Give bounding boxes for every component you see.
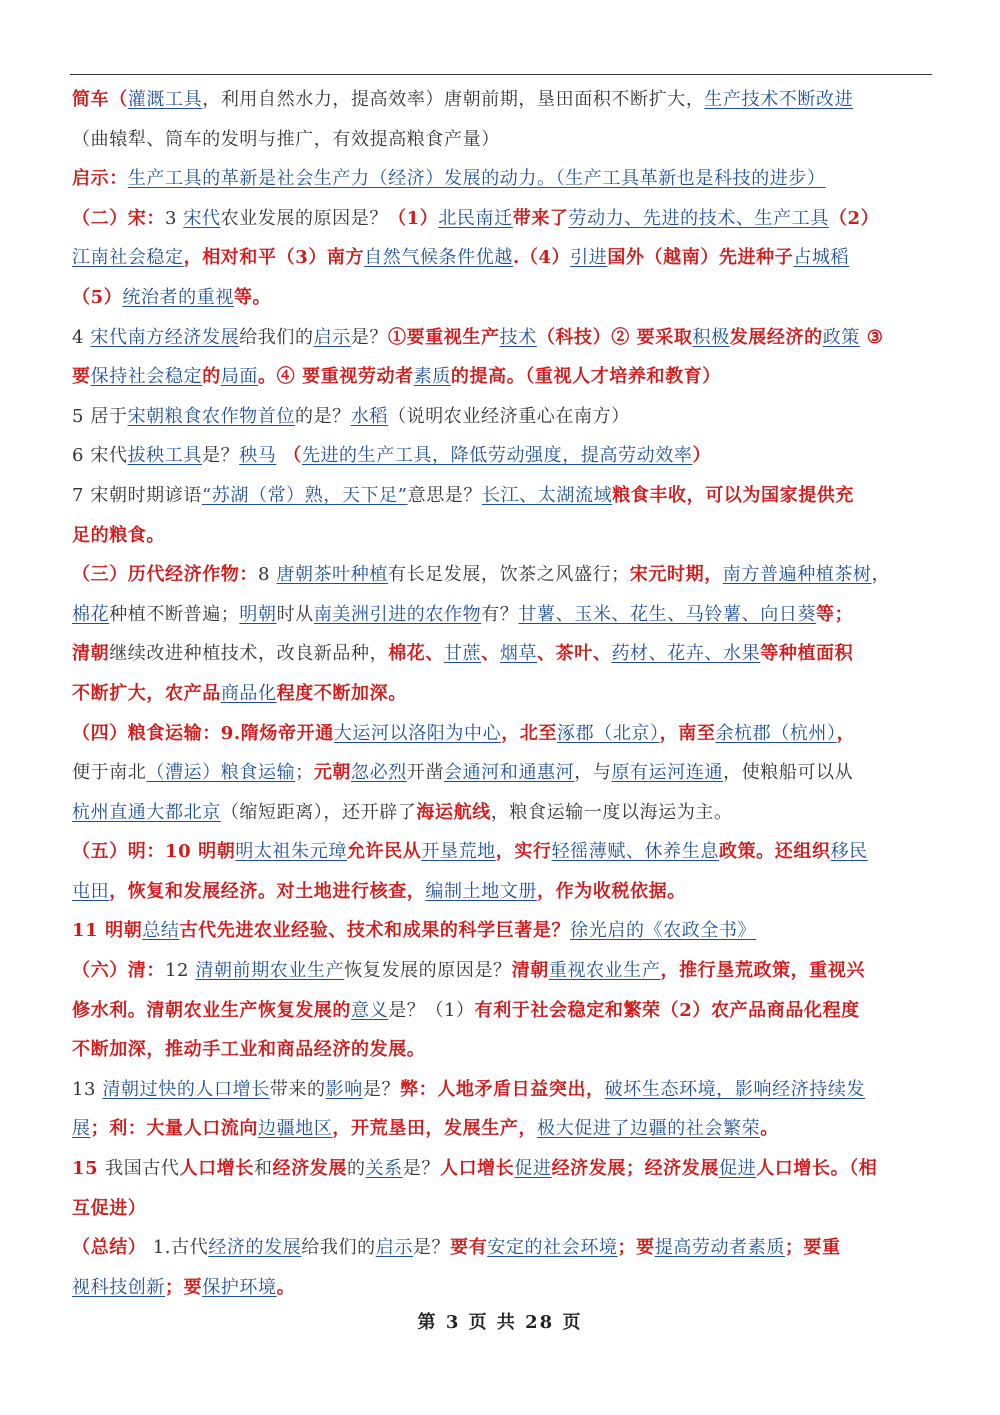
body-text: 有长足发展，饮茶之风盛行； [387,564,630,586]
body-text: 3 [165,207,184,229]
text-line [72,872,932,912]
underlined-key-phrase: 原有运河连通 [611,762,724,784]
underlined-key-phrase: 轻徭薄赋、休养生息 [551,841,719,863]
highlighted-text: 。 [760,1118,779,1140]
highlighted-text: 弊：人地矛盾日益突出， [400,1078,605,1100]
body-text: 我国古代 [105,1158,180,1180]
underlined-key-phrase: 素质 [413,366,451,388]
underlined-key-phrase: 甘蔗 [444,643,482,665]
highlighted-text: 互促进） [72,1197,147,1219]
highlighted-text: 修水利。清朝农业生产恢复发展的 [72,999,351,1021]
text-line [72,793,932,833]
underlined-key-phrase: （漕运）粮食运输 [146,762,296,784]
highlighted-text: （六）清： [72,960,165,982]
underlined-key-phrase: 总结 [142,920,180,942]
highlighted-text: 不断加深，推动手工业和商品经济的发展。 [72,1039,426,1061]
underlined-key-phrase: 视科技创新 [72,1276,165,1298]
underlined-key-phrase: 意义 [351,999,389,1021]
text-line [72,318,932,358]
body-text: 有？ [481,603,519,625]
underlined-key-phrase: 先进的生产工具，降低劳动强度，提高劳动效率 [301,445,693,467]
text-line [72,634,932,674]
body-text: 带来的 [269,1078,326,1100]
body-text: ，使粮船可以从 [723,762,854,784]
underlined-key-phrase: 关系 [365,1158,403,1180]
highlighted-text: ；要重 [784,1237,841,1259]
highlighted-text: 的提高。（重视人才培养和教育） [450,366,721,388]
highlighted-text: （科技）② 要采取 [536,326,693,348]
body-text: 是？ [402,1158,440,1180]
document-body [72,80,932,1307]
underlined-key-phrase: 技术 [499,326,537,348]
text-line [72,1030,932,1070]
underlined-key-phrase: 长江、太湖流域 [482,484,613,506]
highlighted-text: 经济发展 [272,1158,347,1180]
body-text: 是？ [350,326,388,348]
underlined-key-phrase: 秧马 [239,445,277,467]
highlighted-text: 等。 [233,286,272,308]
underlined-key-phrase: 烟草 [499,643,538,665]
text-line [72,1109,932,1149]
body-text: （说明农业经济重心在南方） [388,405,630,427]
highlighted-text: 的 [202,366,221,388]
highlighted-text: 要有 [450,1237,488,1259]
text-line [72,278,932,318]
underlined-key-phrase: 甘薯、玉米、花生、马铃薯、向日葵 [518,603,817,625]
underlined-key-phrase: 北民南迁 [438,207,513,229]
highlighted-text: 11 明朝 [72,920,143,942]
highlighted-text: 人口增长 [179,1158,254,1180]
body-text: 12 [165,960,196,982]
highlighted-text: 简车（ [72,89,128,110]
underlined-key-phrase: 促进 [514,1158,552,1180]
body-text: 是？ [412,1237,451,1259]
underlined-key-phrase: 经济的发展 [208,1237,302,1259]
underlined-key-phrase: 余杭郡（杭州） [715,722,837,744]
highlighted-text: 不断扩大，农产品 [72,682,221,704]
highlighted-text: ， [836,722,856,744]
body-text: 和 [253,1158,273,1180]
highlighted-text: 粮食丰收，可以为国家提供充 [612,484,855,506]
underlined-key-phrase: 劳动力、先进的技术、生产工具 [568,207,829,229]
underlined-key-phrase: 政策 [822,326,860,348]
body-text: 便于南北 [72,762,147,784]
underlined-key-phrase: 江南社会稳定 [72,247,184,269]
highlighted-text: 人口增长。（相 [756,1158,878,1180]
underlined-key-phrase: 引进 [570,247,608,269]
highlighted-text: （总结） [72,1237,147,1259]
highlighted-text: 政策。还组织 [718,841,831,863]
highlighted-text: （5） [72,286,123,308]
body-text: 13 [72,1078,103,1100]
underlined-key-phrase: 忽必烈 [351,762,407,784]
underlined-key-phrase: 明朝 [239,603,277,625]
underlined-key-phrase: 编制土地文册 [425,880,538,902]
highlighted-text: 允许民从 [346,841,422,863]
body-text: ； [295,762,314,784]
underlined-key-phrase: 促进 [718,1158,757,1180]
underlined-key-phrase: 提高劳动者素质 [654,1237,785,1259]
highlighted-text: 古代先进农业经验、技术和成果的科学巨著是？ [179,920,571,942]
underlined-key-phrase: 灌溉工具 [127,89,203,110]
body-text: ，利用自然水力，提高效率）唐朝前期，垦田面积不断扩大， [202,89,705,110]
underlined-key-phrase: 自然气候条件优越 [364,247,513,269]
text-line [72,555,932,595]
highlighted-text: ，北至 [501,722,558,744]
highlighted-text: 棉花、 [388,643,445,665]
body-text: ，粮食运输一度以海运为主。 [490,801,733,823]
highlighted-text: 经济发展；经济发展 [551,1158,719,1180]
underlined-key-phrase: 棉花 [72,603,110,625]
text-line [72,238,932,278]
body-text: 给我们的 [239,326,314,348]
highlighted-text: （二）宋： [72,207,165,229]
text-line [72,357,932,397]
highlighted-text: 程度不断加深。 [276,682,407,704]
text-line [72,753,932,793]
underlined-key-phrase: 清朝过快的人口增长 [102,1078,270,1100]
underlined-key-phrase: 展 [72,1118,91,1140]
highlighted-text: ，南至 [659,722,716,744]
highlighted-text: 元朝 [313,762,352,784]
highlighted-text: 海运航线 [416,801,491,823]
highlighted-text: （四）粮食运输：9.隋炀帝开通 [72,722,334,744]
highlighted-text: 、 [481,643,500,665]
highlighted-text: 足的粮食。 [72,524,165,546]
underlined-key-phrase: 宋代南方经济发展 [90,326,240,348]
underlined-key-phrase: 开垦荒地 [421,841,496,863]
text-line [72,714,932,754]
highlighted-text: 等； [816,603,854,625]
text-line [72,476,932,516]
underlined-key-phrase: 南美洲引进的农作物 [313,603,482,625]
highlighted-text: ，相对和平（3）南方 [183,247,365,269]
highlighted-text: 启示： [72,168,128,190]
header-rule [70,74,932,75]
text-line [72,80,932,120]
body-text: 4 [72,326,91,348]
underlined-key-phrase: 拔秧工具 [127,445,202,467]
body-text: 是？ [201,445,240,467]
underlined-key-phrase: 会通河和通惠河 [444,762,575,784]
body-text: （曲辕犁、筒车的发明与推广，有效提高粮食产量） [72,128,500,150]
underlined-key-phrase: 生产技术不断改进 [704,89,854,110]
underlined-key-phrase: 局面 [220,366,259,388]
underlined-key-phrase: 破坏生态环境，影响经济持续发 [604,1078,866,1100]
text-line [72,397,932,437]
text-line [72,595,932,635]
body-text: 继续改进种植技术，改良新品种， [109,643,389,665]
highlighted-text: ，实行 [495,841,552,863]
highlighted-text: ，推行垦荒政策，重视兴 [660,960,866,982]
body-text: 6 宋代 [72,445,128,467]
body-text: ， [871,564,891,586]
text-line [72,991,932,1031]
highlighted-text: 发展经济的 [729,326,823,348]
highlighted-text: .（4） [512,247,571,269]
highlighted-text: 宋元时期， [629,564,723,586]
text-line [72,120,932,160]
text-line [72,199,932,239]
text-line [72,911,932,951]
body-text: 是？ [362,1078,401,1100]
body-text: 开凿 [406,762,445,784]
text-line [72,674,932,714]
underlined-key-phrase: 药材、花卉、水果 [611,643,761,665]
highlighted-text: （三）历代经济作物： [72,564,258,586]
text-line [72,1070,932,1110]
underlined-key-phrase: 杭州直通大都北京 [72,801,221,823]
highlighted-text: ③ [859,326,884,348]
underlined-key-phrase: 涿郡（北京） [557,722,660,744]
highlighted-text: 带来了 [512,207,569,229]
underlined-key-phrase: 保持社会稳定 [90,366,203,388]
body-text: 是？（1） [388,999,475,1021]
body-text: 7 宋朝时期谚语 [72,484,202,506]
highlighted-text: 、茶叶、 [537,643,612,665]
text-line [72,1189,932,1229]
highlighted-text: ；要 [165,1276,203,1298]
underlined-key-phrase: 明太祖朱元璋 [235,841,347,863]
text-line [72,1149,932,1189]
underlined-key-phrase: 清朝前期农业生产 [195,960,345,982]
underlined-key-phrase: 大运河以洛阳为中心 [333,722,502,744]
highlighted-text: （ [276,445,302,467]
body-text: 的是？ [294,405,351,427]
body-text: 恢复发展的原因是？ [344,960,512,982]
text-line [72,951,932,991]
text-line [72,832,932,872]
underlined-key-phrase: 边疆地区 [258,1118,333,1140]
highlighted-text: ） [692,445,712,467]
body-text: 给我们的 [301,1237,376,1259]
text-line [72,159,932,199]
highlighted-text: 要 [72,366,91,388]
text-line [72,1268,932,1308]
underlined-key-phrase: 宋代 [183,207,221,229]
highlighted-text: ，开荒垦田，发展生产， [332,1118,538,1140]
body-text: 8 [258,564,277,586]
body-text: 5 居于 [72,405,128,427]
body-text: 1.古代 [146,1237,209,1259]
underlined-key-phrase: 保护环境 [202,1276,277,1298]
highlighted-text: 国外（越南）先进种子 [607,247,794,269]
underlined-key-phrase: 屯田 [72,880,110,902]
underlined-key-phrase: 生产工具的革新是社会生产力（经济）发展的动力。（生产工具革新也是科技的进步） [127,168,826,190]
underlined-key-phrase: 重视农业生产 [548,960,661,982]
text-line [72,516,932,556]
underlined-key-phrase: 徐光启的《农政全书》 [570,920,757,942]
underlined-key-phrase: 启示 [313,326,351,348]
highlighted-text: 有利于社会稳定和繁荣（2）农产品商品化程度 [474,999,860,1021]
body-text: 种植不断普遍； [109,603,240,625]
highlighted-text: ，恢复和发展经济。对土地进行核查， [109,880,426,902]
underlined-key-phrase: 安定的社会环境 [487,1237,618,1259]
highlighted-text: ①要重视生产 [388,326,500,348]
highlighted-text: ，作为收税依据。 [537,880,686,902]
underlined-key-phrase: 移民 [830,841,868,863]
underlined-key-phrase: “苏湖（常）熟，天下足” [201,484,408,506]
highlighted-text: 。④ 要重视劳动者 [258,366,414,388]
underlined-key-phrase: 极大促进了边疆的社会繁荣 [537,1118,761,1140]
highlighted-text: 清朝 [511,960,549,982]
underlined-key-phrase: 积极 [692,326,730,348]
highlighted-text: （1） [387,207,439,229]
highlighted-text: 等种植面积 [760,643,854,665]
body-text: 时从 [276,603,314,625]
underlined-key-phrase: 占城稻 [793,247,850,269]
underlined-key-phrase: 启示 [375,1237,413,1259]
highlighted-text: （2） [828,207,880,229]
underlined-key-phrase: 统治者的重视 [122,286,234,308]
underlined-key-phrase: 南方普遍种植茶树 [722,564,872,586]
body-text: 农业发展的原因是？ [220,207,388,229]
body-text: 意思是？ [407,484,482,506]
body-text: （缩短距离），还开辟了 [220,801,417,823]
underlined-key-phrase: 影响 [325,1078,363,1100]
underlined-key-phrase: 水稻 [350,405,388,427]
highlighted-text: ；要 [617,1237,655,1259]
page-footer: 第 3 页 共 28 页 [417,1312,583,1333]
highlighted-text: （五）明：10 明朝 [72,841,236,863]
highlighted-text: ；利：大量人口流向 [90,1118,259,1140]
body-text: ，与 [574,762,612,784]
highlighted-text: 人口增长 [439,1158,515,1180]
underlined-key-phrase: 唐朝茶叶种植 [276,564,388,586]
body-text: 的 [346,1158,366,1180]
text-line [72,1228,932,1268]
highlighted-text: 清朝 [72,643,110,665]
underlined-key-phrase: 商品化 [220,682,277,704]
highlighted-text: 15 [72,1158,106,1180]
text-line [72,436,932,476]
highlighted-text: 。 [276,1276,296,1298]
underlined-key-phrase: 宋朝粮食农作物首位 [127,405,295,427]
